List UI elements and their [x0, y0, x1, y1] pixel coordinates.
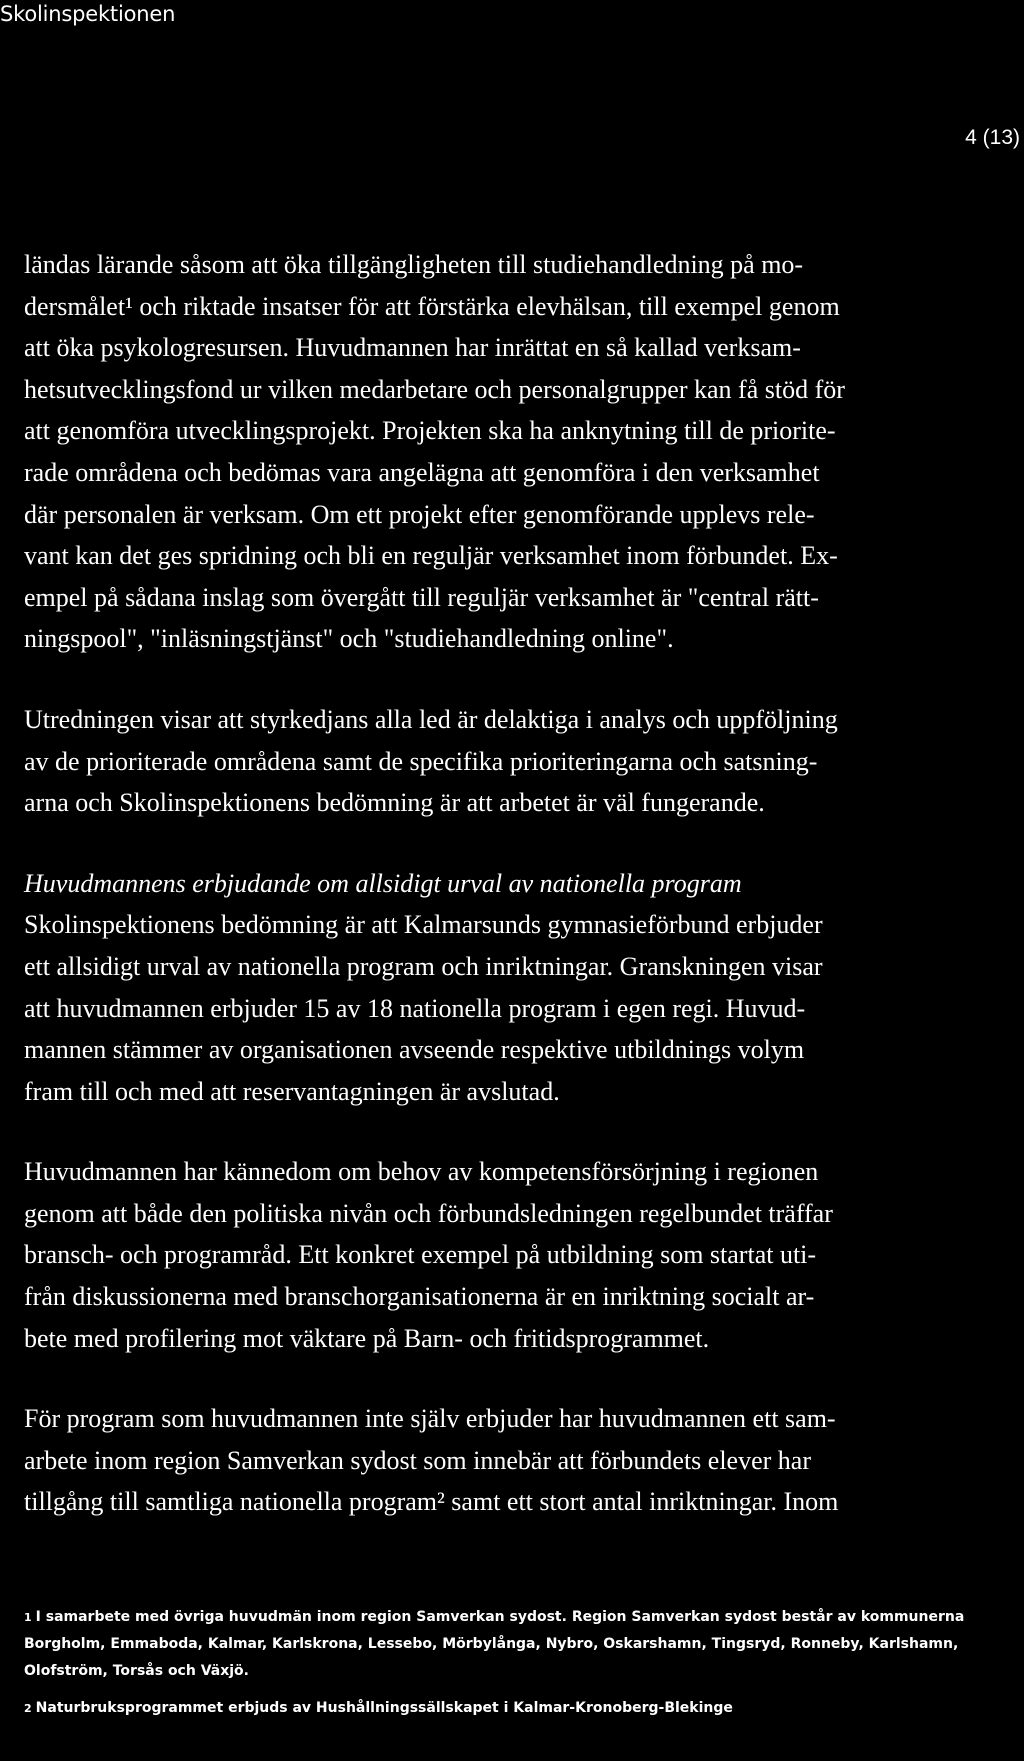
text-line: hetsutvecklingsfond ur vilken medarbetare och personalgrupper kan få stöd för [24, 374, 845, 404]
text-line: mannen stämmer av organisationen avseende respektive utbildnings volym [24, 1035, 805, 1065]
document-header-title: Skolinspektionen [0, 2, 176, 26]
footnote-line [24, 1604, 1009, 1631]
footnote-line: Olofström, Torsås och Växjö. [24, 1663, 249, 1679]
text-line: fram till och med att reservantagningen är avslutad. [24, 1076, 560, 1106]
text-line: att öka psykologresursen. Huvudmannen har inrättat en så kallad verksam- [24, 333, 801, 363]
page-number: 4 (13) [965, 126, 1020, 149]
text-line: där personalen är verksam. Om ett projekt efter genomförande upplevs rele- [24, 499, 815, 529]
paragraph-intro-continued [24, 244, 1009, 660]
footnote-number: 1 [24, 1611, 32, 1624]
section-allsidigt-urval [24, 863, 1009, 1113]
text-line: vant kan det ges spridning och bli en reguljär verksamhet inom förbundet. Ex- [24, 541, 838, 571]
text-line: bransch- och programråd. Ett konkret exempel på utbildning som startat uti- [24, 1240, 817, 1270]
text-line: ett allsidigt urval av nationella program och inriktningar. Granskningen visar [24, 951, 823, 981]
footnote-2 [24, 1695, 1009, 1722]
text-line: arbete inom region Samverkan sydost som innebär att förbundets elever har [24, 1445, 811, 1475]
text-line: dersmålet¹ och riktade insatser för att förstärka elevhälsan, till exempel genom [24, 291, 840, 321]
text-line: rade områdena och bedömas vara angelägna att genomföra i den verksamhet [24, 457, 820, 487]
text-line: att genomföra utvecklingsprojekt. Projekten ska ha anknytning till de priorite- [24, 416, 836, 446]
paragraph-samverkan [24, 1398, 1009, 1523]
footnote-text: I samarbete med övriga huvudmän inom region Samverkan sydost. Region Samverkan sydost består av kommunerna [35, 1609, 965, 1625]
footnote-number: 2 [24, 1702, 32, 1715]
footnote-1 [24, 1604, 1009, 1685]
text-line: arna och Skolinspektionens bedömning är att arbetet är väl fungerande. [24, 788, 765, 818]
text-line: att huvudmannen erbjuder 15 av 18 nationella program i egen regi. Huvud- [24, 993, 806, 1023]
footnote-text: Naturbruksprogrammet erbjuds av Hushållningssällskapet i Kalmar-Kronoberg-Blekinge [35, 1700, 733, 1716]
footnotes [24, 1604, 1009, 1732]
paragraph-kompetensforsorjning [24, 1151, 1009, 1359]
text-line: Skolinspektionens bedömning är att Kalmarsunds gymnasieförbund erbjuder [24, 910, 823, 940]
text-line: Utredningen visar att styrkedjans alla led är delaktiga i analys och uppföljning [24, 704, 838, 734]
text-line: av de prioriterade områdena samt de specifika prioriteringarna och satsning- [24, 746, 818, 776]
paragraph-utredningen [24, 699, 1009, 824]
text-line: från diskussionerna med branschorganisationerna är en inriktning socialt ar- [24, 1282, 815, 1312]
section-heading: Huvudmannens erbjudande om allsidigt urval av nationella program [24, 868, 742, 898]
text-line: ningspool", "inläsningstjänst" och "studiehandledning online". [24, 624, 674, 654]
text-line: empel på sådana inslag som övergått till reguljär verksamhet är "central rätt- [24, 582, 819, 612]
text-line: Huvudmannen har kännedom om behov av kompetensförsörjning i regionen [24, 1157, 819, 1187]
document-body [24, 244, 1009, 1562]
text-line: För program som huvudmannen inte själv erbjuder har huvudmannen ett sam- [24, 1404, 836, 1434]
text-line: bete med profilering mot väktare på Barn- och fritidsprogrammet. [24, 1323, 710, 1353]
text-line: ländas lärande såsom att öka tillgängligheten till studiehandledning på mo- [24, 250, 804, 279]
footnote-line: Borgholm, Emmaboda, Kalmar, Karlskrona, Lessebo, Mörbylånga, Nybro, Oskarshamn, Tingsryd, Ronneby, Karlshamn, [24, 1636, 959, 1652]
footnote-line [24, 1695, 1009, 1722]
text-line: genom att både den politiska nivån och förbundsledningen regelbundet träffar [24, 1198, 833, 1228]
text-line: tillgång till samtliga nationella program² samt ett stort antal inriktningar. Inom [24, 1487, 839, 1517]
